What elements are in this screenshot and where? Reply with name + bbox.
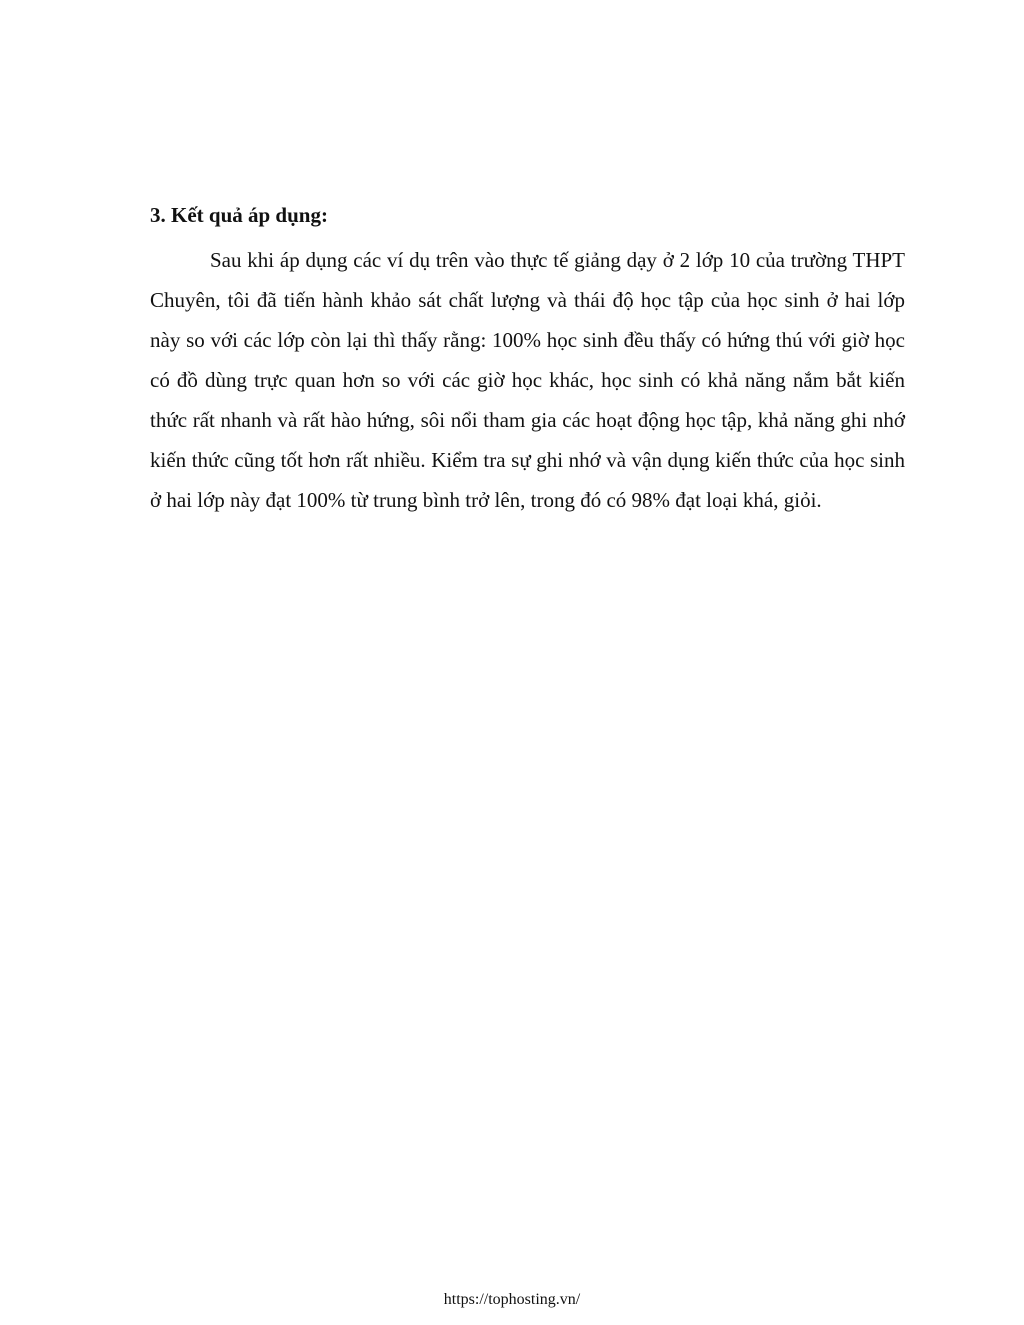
document-content	[150, 200, 905, 520]
body-paragraph: Sau khi áp dụng các ví dụ trên vào thực tế giảng dạy ở 2 lớp 10 của trường THPT Chuyên, tôi đã tiến hành khảo sát chất lượng và thái độ học tập của học sinh ở hai lớp này so với các lớp còn lại thì thấy rằng: 100% học sinh đều thấy có hứng thú với giờ học có đồ dùng trực quan hơn so với các giờ học khác, học sinh có khả năng nắm bắt kiến thức rất nhanh và rất hào hứng, sôi nổi tham gia các hoạt động học tập, khả năng ghi nhớ kiến thức cũng tốt hơn rất nhiều. Kiểm tra sự ghi nhớ và vận dụng kiến thức của học sinh ở hai lớp này đạt 100% từ trung bình trở lên, trong đó có 98% đạt loại khá, giỏi.	[150, 248, 905, 512]
section-heading: 3. Kết quả áp dụng:	[150, 203, 328, 227]
footer-url: https://tophosting.vn/	[443, 1291, 581, 1308]
